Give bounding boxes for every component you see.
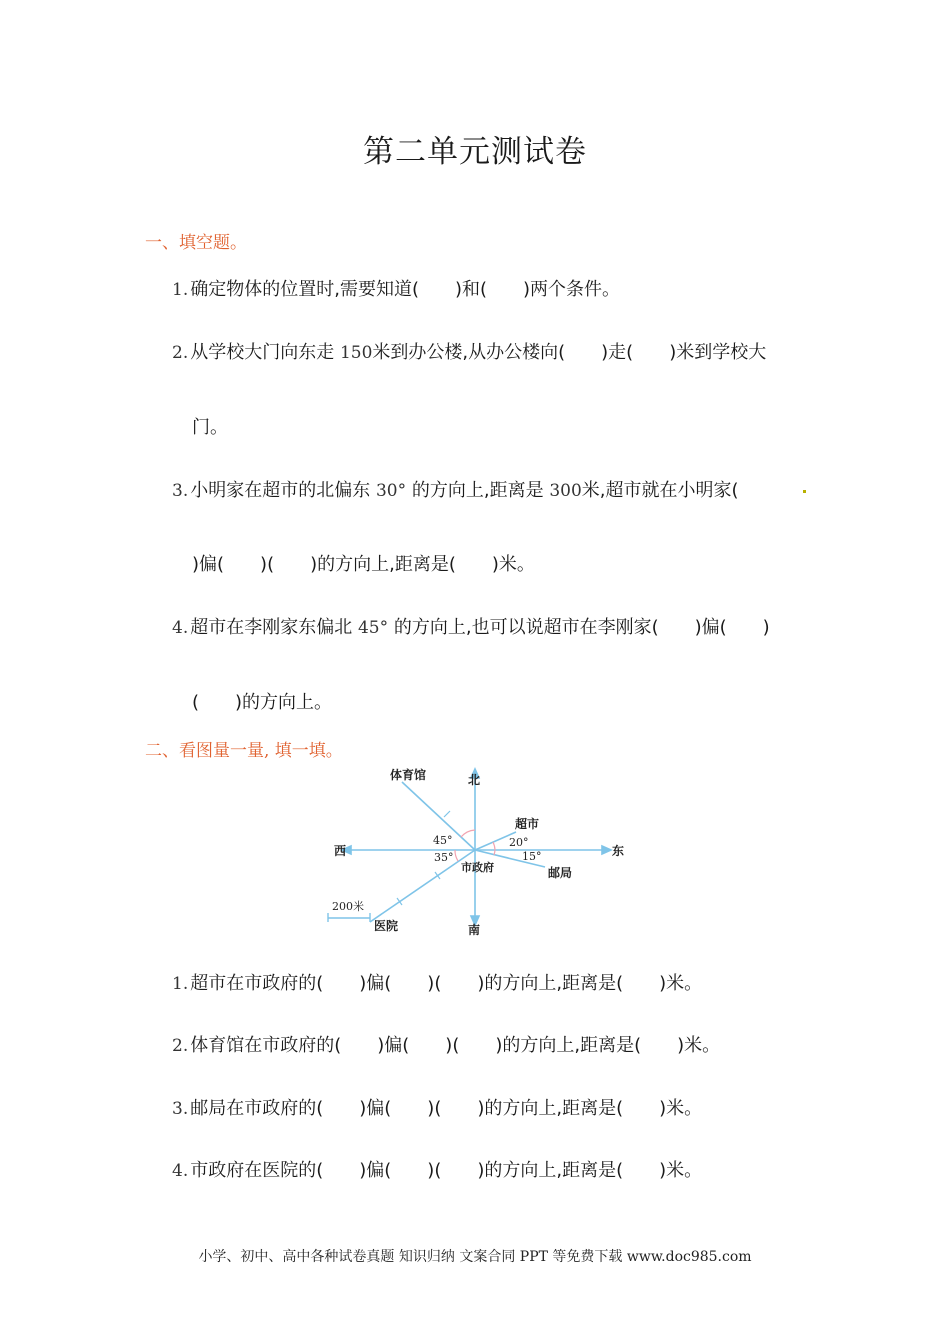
question-1-3 xyxy=(172,476,739,502)
question-2-4 xyxy=(172,1156,702,1182)
question-number: 4. xyxy=(172,1161,189,1181)
question-number: 2. xyxy=(172,343,189,363)
question-text: 邮局在市政府的( )偏( )( )的方向上,距离是( )米。 xyxy=(190,1098,703,1119)
label-gym: 体育馆 xyxy=(390,768,427,782)
question-2-2 xyxy=(172,1031,720,1057)
question-2-3 xyxy=(172,1094,702,1120)
question-1-3-continuation: )偏( )( )的方向上,距离是( )米。 xyxy=(192,554,535,575)
hospital-ray-tick-1 xyxy=(435,872,440,879)
speck-mark xyxy=(803,490,806,493)
distance-value: 150 xyxy=(339,343,373,363)
question-text: 体育馆在市政府的( )偏( )( )的方向上,距离是( )米。 xyxy=(190,1035,721,1056)
gym-ray-tick xyxy=(444,811,450,817)
label-supermarket: 超市 xyxy=(515,817,540,831)
question-text-pre: 小明家在超市的北偏东 xyxy=(190,480,371,501)
label-angle-hospital: 35° xyxy=(434,851,454,864)
question-2-1 xyxy=(172,969,702,995)
angle-arc-gym xyxy=(461,830,475,837)
question-text: 市政府在医院的( )偏( )( )的方向上,距离是( )米。 xyxy=(190,1160,703,1181)
page-title: 第二单元测试卷 xyxy=(363,134,587,170)
label-post-office: 邮局 xyxy=(548,866,573,880)
angle-value: 30° xyxy=(375,481,407,501)
question-1-4-continuation: ( )的方向上。 xyxy=(192,692,333,713)
question-text-post: 米到办公楼,从办公楼向( )走( )米到学校大 xyxy=(372,342,767,363)
label-south: 南 xyxy=(468,923,481,937)
direction-diagram xyxy=(320,762,640,942)
label-angle-gym: 45° xyxy=(433,834,453,847)
question-number: 4. xyxy=(172,618,189,638)
question-1-2 xyxy=(172,338,766,364)
label-hospital: 医院 xyxy=(374,919,399,933)
label-angle-post: 15° xyxy=(522,850,542,863)
question-text: 确定物体的位置时,需要知道( )和( )两个条件。 xyxy=(190,279,621,300)
question-text-mid: 的方向上,距离是 xyxy=(411,480,544,501)
angle-arc-hospital xyxy=(455,850,458,861)
question-text-post: 米,超市就在小明家( xyxy=(581,480,739,501)
question-number: 2. xyxy=(172,1036,189,1056)
distance-value: 300 xyxy=(549,481,582,501)
angle-arc-supermarket xyxy=(493,842,495,850)
label-center: 市政府 xyxy=(461,861,494,874)
label-west: 西 xyxy=(334,844,347,858)
east-arrowhead xyxy=(602,846,611,854)
question-1-1 xyxy=(172,275,620,301)
hospital-ray xyxy=(370,850,475,922)
section-1-heading: 一、填空题。 xyxy=(145,233,247,253)
question-number: 1. xyxy=(172,974,189,994)
angle-value: 45° xyxy=(357,618,389,638)
label-north: 北 xyxy=(468,773,481,787)
question-number: 3. xyxy=(172,1099,189,1119)
question-text: 超市在市政府的( )偏( )( )的方向上,距离是( )米。 xyxy=(190,973,703,994)
label-scale: 200米 xyxy=(332,900,364,913)
label-angle-supermarket: 20° xyxy=(509,836,529,849)
question-number: 3. xyxy=(172,481,189,501)
question-text-post: 的方向上,也可以说超市在李刚家( )偏( ) xyxy=(393,617,770,638)
question-number: 1. xyxy=(172,280,189,300)
question-text-pre: 从学校大门向东走 xyxy=(190,342,335,363)
label-east: 东 xyxy=(612,844,625,858)
question-1-2-continuation: 门。 xyxy=(192,417,228,438)
page-footer: 小学、初中、高中各种试卷真题 知识归纳 文案合同 PPT 等免费下载 www.doc985.com xyxy=(198,1249,752,1265)
section-2-heading: 二、看图量一量, 填一填。 xyxy=(145,741,343,761)
question-text-pre: 超市在李刚家东偏北 xyxy=(190,617,353,638)
question-1-4 xyxy=(172,613,770,639)
